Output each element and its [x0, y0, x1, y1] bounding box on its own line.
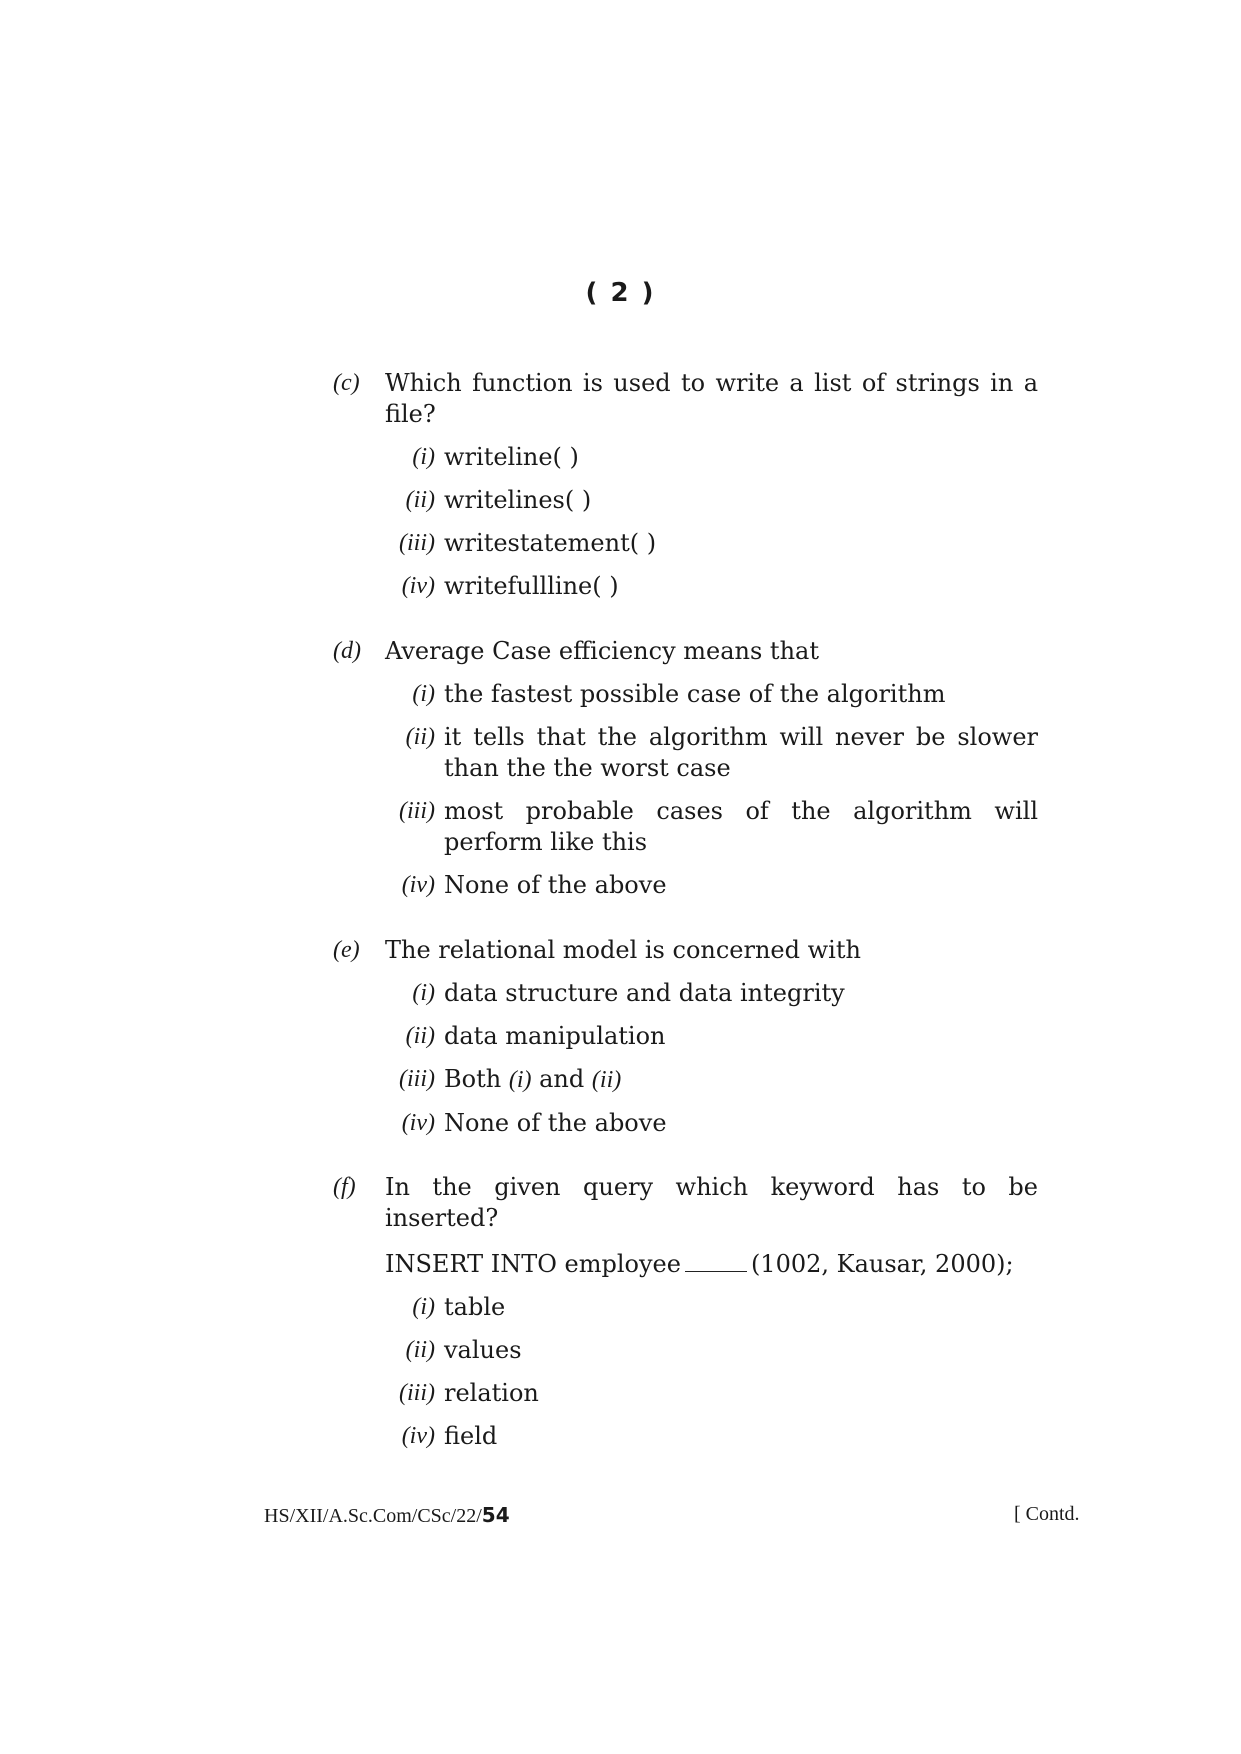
- question-f: [333, 1172, 1038, 1452]
- option-item: [385, 1021, 1038, 1052]
- option-text: most probable cases of the algorithm will perform like this: [444, 797, 1038, 856]
- option-number: (ii): [405, 1023, 435, 1049]
- option-number: (i): [412, 980, 435, 1006]
- sql-query: [385, 1249, 1038, 1280]
- question-text: The relational model is concerned with: [385, 936, 861, 964]
- option-number: (iii): [399, 798, 435, 824]
- option-item: [385, 1064, 1038, 1096]
- option-text: the fastest possible case of the algorithm: [444, 680, 946, 708]
- option-reference: (i): [508, 1067, 532, 1093]
- question-label: (d): [333, 638, 361, 664]
- option-number: (iii): [399, 1380, 435, 1406]
- paper-code-text: HS/XII/A.Sc.Com/CSc/22/: [264, 1505, 482, 1527]
- options-list: [385, 679, 1038, 901]
- option-item: [385, 528, 1038, 559]
- option-text: writestatement( ): [444, 529, 657, 557]
- option-text: field: [444, 1422, 498, 1450]
- paper-code: [264, 1503, 510, 1528]
- option-text: writefullline( ): [444, 572, 619, 600]
- question-label: (f): [333, 1174, 356, 1200]
- question-label: (c): [333, 370, 360, 396]
- option-text: table: [444, 1293, 506, 1321]
- option-item: [385, 571, 1038, 602]
- option-reference: (ii): [591, 1067, 622, 1093]
- option-text: Both: [444, 1065, 502, 1093]
- option-text: writeline( ): [444, 443, 579, 471]
- options-list: [385, 978, 1038, 1139]
- option-number: (iii): [399, 1066, 435, 1092]
- option-item: [385, 442, 1038, 473]
- option-text: data structure and data integrity: [444, 979, 845, 1007]
- option-item: [385, 1108, 1038, 1139]
- option-item: [385, 722, 1038, 784]
- option-number: (ii): [405, 1337, 435, 1363]
- option-text: None of the above: [444, 871, 667, 899]
- option-text: it tells that the algorithm will never be slower than the the worst case: [444, 723, 1038, 782]
- option-number: (ii): [405, 487, 435, 513]
- option-number: (iv): [401, 573, 435, 599]
- question-d: [333, 636, 1038, 901]
- question-text: In the given query which keyword has to be inserted?: [385, 1173, 1038, 1232]
- option-number: (i): [412, 681, 435, 707]
- options-list: [385, 1292, 1038, 1452]
- option-text: values: [444, 1336, 522, 1364]
- options-list: [385, 442, 1038, 602]
- option-number: (iv): [401, 1110, 435, 1136]
- option-text: and: [539, 1065, 585, 1093]
- option-item: [385, 870, 1038, 901]
- question-text: Average Case efficiency means that: [385, 637, 819, 665]
- query-blank: [685, 1251, 747, 1272]
- option-text: data manipulation: [444, 1022, 666, 1050]
- option-item: [385, 978, 1038, 1009]
- option-number: (ii): [405, 724, 435, 750]
- option-number: (i): [412, 1294, 435, 1320]
- option-item: [385, 1421, 1038, 1452]
- contd-note: [ Contd.: [1014, 1503, 1080, 1525]
- query-text: INSERT INTO employee: [385, 1250, 681, 1278]
- option-item: [385, 1335, 1038, 1366]
- option-item: [385, 796, 1038, 858]
- page-number: ( 2 ): [585, 278, 656, 308]
- option-text: relation: [444, 1379, 539, 1407]
- option-item: [385, 485, 1038, 516]
- option-number: (i): [412, 444, 435, 470]
- option-text: None of the above: [444, 1109, 667, 1137]
- option-number: (iii): [399, 530, 435, 556]
- option-item: [385, 1292, 1038, 1323]
- option-number: (iv): [401, 872, 435, 898]
- option-number: (iv): [401, 1423, 435, 1449]
- option-item: [385, 1378, 1038, 1409]
- option-item: [385, 679, 1038, 710]
- query-text: (1002, Kausar, 2000);: [750, 1250, 1014, 1278]
- paper-code-number: 54: [481, 1503, 510, 1527]
- question-text: Which function is used to write a list of strings in a file?: [385, 369, 1038, 428]
- question-c: [333, 368, 1038, 602]
- question-label: (e): [333, 937, 360, 963]
- option-text: writelines( ): [444, 486, 592, 514]
- question-e: [333, 935, 1038, 1139]
